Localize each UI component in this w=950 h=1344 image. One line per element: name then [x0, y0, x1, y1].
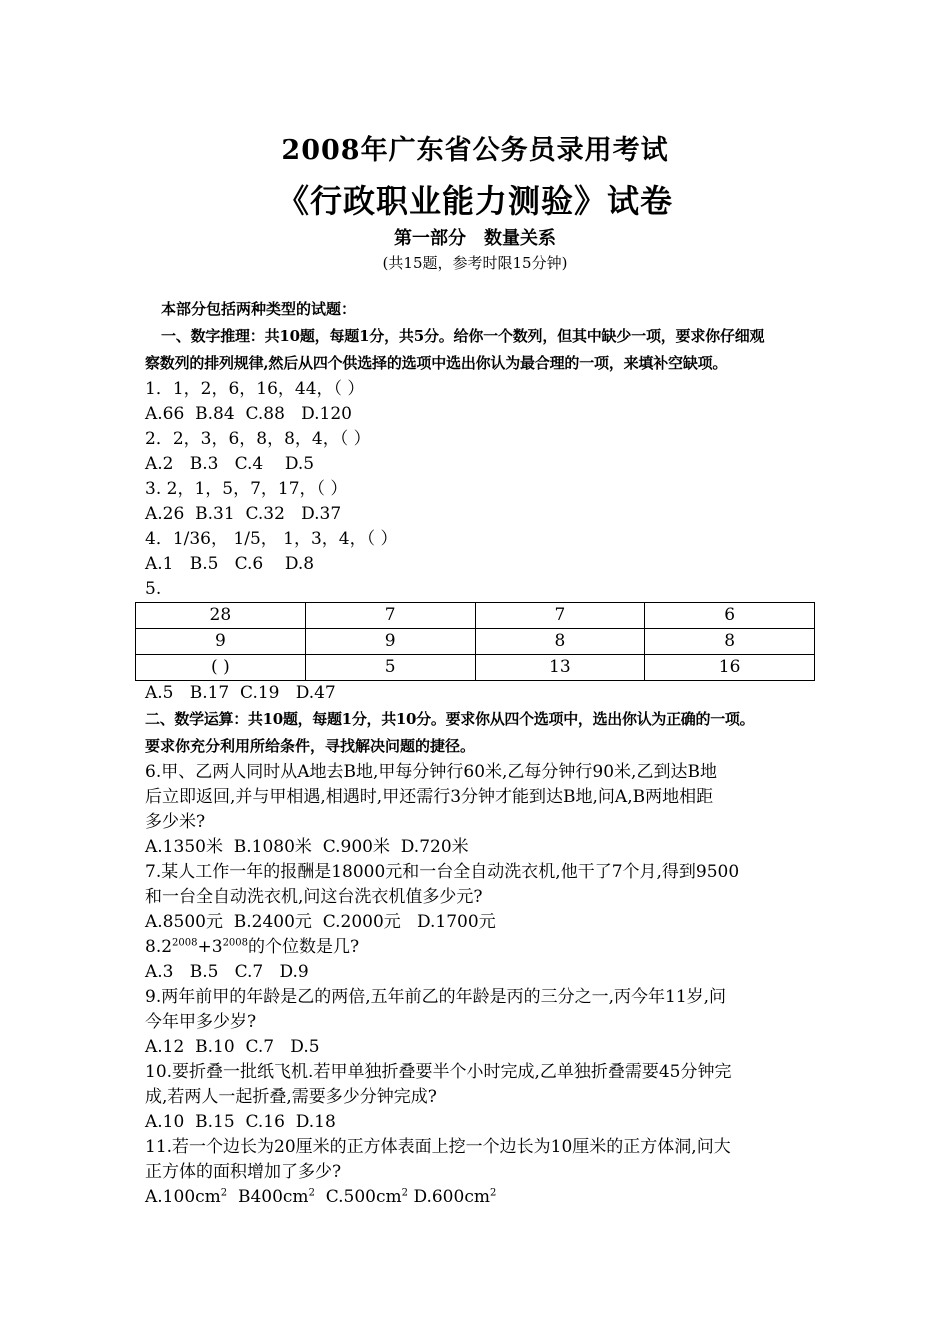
q6-line1: 6.甲、乙两人同时从A地去B地,甲每分钟行60米,乙每分钟行90米,乙到达B地: [145, 762, 717, 782]
table-cell: 8: [645, 629, 815, 655]
exam-title-line1: 2008年广东省公务员录用考试: [281, 135, 669, 166]
q8-exponent-2: 2008: [222, 937, 249, 949]
q11-line2: 正方体的面积增加了多少?: [145, 1162, 342, 1182]
q11-line1: 11.若一个边长为20厘米的正方体表面上挖一个边长为10厘米的正方体洞,问大: [145, 1137, 731, 1157]
table-cell: 6: [645, 603, 815, 629]
table-cell: 13: [475, 655, 645, 681]
q6-options: A.1350米 B.1080米 C.900米 D.720米: [145, 837, 469, 857]
q11-options: [145, 1185, 817, 1210]
table-row: [136, 603, 815, 629]
q11-exponent-d: 2: [489, 1187, 497, 1199]
q8-options: A.3 B.5 C.7 D.9: [145, 962, 309, 982]
table-cell: 5: [305, 655, 475, 681]
q1-options: A.66 B.84 C.88 D.120: [145, 404, 352, 424]
q6-line2: 后立即返回,并与甲相遇,相遇时,甲还需行3分钟才能到达B地,问A,B两地相距: [145, 787, 714, 807]
q1-stem: 1．1，2，6，16，44，（ ）: [145, 379, 365, 399]
table-cell: ( ): [136, 655, 306, 681]
q3-stem: 3. 2，1，5，7，17，（ ）: [145, 479, 348, 499]
table-cell: 7: [475, 603, 645, 629]
q5-options: A.5 B.17 C.19 D.47: [145, 683, 336, 703]
q11-option-d: D.600cm: [413, 1187, 490, 1207]
q3-options: A.26 B.31 C.32 D.37: [145, 504, 342, 524]
exam-title-line2: 《行政职业能力测验》试卷: [276, 182, 673, 220]
table-cell: 16: [645, 655, 815, 681]
table-cell: 8: [475, 629, 645, 655]
q7-line1: 7.某人工作一年的报酬是18000元和一台全自动洗衣机,他干了7个月,得到9500: [145, 862, 740, 882]
table-row: [136, 629, 815, 655]
section2-instruction-line1: 二、数学运算：共10题，每题1分，共10分。要求你从四个选项中，选出你认为正确的一项。: [145, 710, 755, 728]
q2-options: A.2 B.3 C.4 D.5: [145, 454, 315, 474]
q11-exponent-a: 2: [220, 1187, 228, 1199]
section1-instruction-line1: 一、数字推理：共10题，每题1分，共5分。给你一个数列，但其中缺少一项，要求你仔细观: [161, 327, 765, 345]
q8-prefix: 8.2: [145, 937, 173, 957]
q5-number-table: [135, 602, 815, 681]
q10-options: A.10 B.15 C.16 D.18: [145, 1112, 336, 1132]
table-row: [136, 655, 815, 681]
part-note: (共15题，参考时限15分钟): [382, 254, 568, 272]
q4-stem: 4．1/36， 1/5， 1，3，4，（ ）: [145, 529, 398, 549]
section1-instruction-line2: 察数列的排列规律,然后从四个供选择的选项中选出你认为最合理的一项，来填补空缺项。: [145, 354, 728, 372]
part-title: 第一部分 数量关系: [394, 228, 556, 249]
q11-option-a: A.100cm: [145, 1187, 221, 1207]
q10-line2: 成,若两人一起折叠,需要多少分钟完成?: [145, 1087, 437, 1107]
q8-stem: [145, 935, 817, 960]
q7-line2: 和一台全自动洗衣机,问这台洗衣机值多少元?: [145, 887, 483, 907]
q4-options: A.1 B.5 C.6 D.8: [145, 554, 315, 574]
q11-exponent-c: 2: [401, 1187, 409, 1199]
table-cell: 9: [136, 629, 306, 655]
q6-line3: 多少米?: [145, 812, 206, 832]
q11-option-c: C.500cm: [325, 1187, 402, 1207]
exam-content: [145, 296, 817, 1210]
table-cell: 7: [305, 603, 475, 629]
q11-option-b: B400cm: [237, 1187, 309, 1207]
table-cell: 28: [136, 603, 306, 629]
q9-line2: 今年甲多少岁?: [145, 1012, 257, 1032]
q5-stem: 5.: [145, 579, 162, 599]
q10-line1: 10.要折叠一批纸飞机.若甲单独折叠要半个小时完成,乙单独折叠需要45分钟完: [145, 1062, 732, 1082]
q8-suffix: 的个位数是几?: [248, 937, 360, 957]
q8-exponent-1: 2008: [172, 937, 198, 949]
q7-options: A.8500元 B.2400元 C.2000元 D.1700元: [145, 912, 496, 932]
q11-exponent-b: 2: [308, 1187, 315, 1199]
q2-stem: 2．2，3，6，8，8，4，（ ）: [145, 429, 371, 449]
q8-mid: +3: [197, 937, 223, 957]
q9-options: A.12 B.10 C.7 D.5: [145, 1037, 320, 1057]
section2-instruction-line2: 要求你充分利用所给条件，寻找解决问题的捷径。: [145, 737, 476, 755]
table-cell: 9: [305, 629, 475, 655]
q9-line1: 9.两年前甲的年龄是乙的两倍,五年前乙的年龄是丙的三分之一,丙今年11岁,问: [145, 987, 727, 1007]
intro-line: 本部分包括两种类型的试题：: [161, 300, 357, 318]
